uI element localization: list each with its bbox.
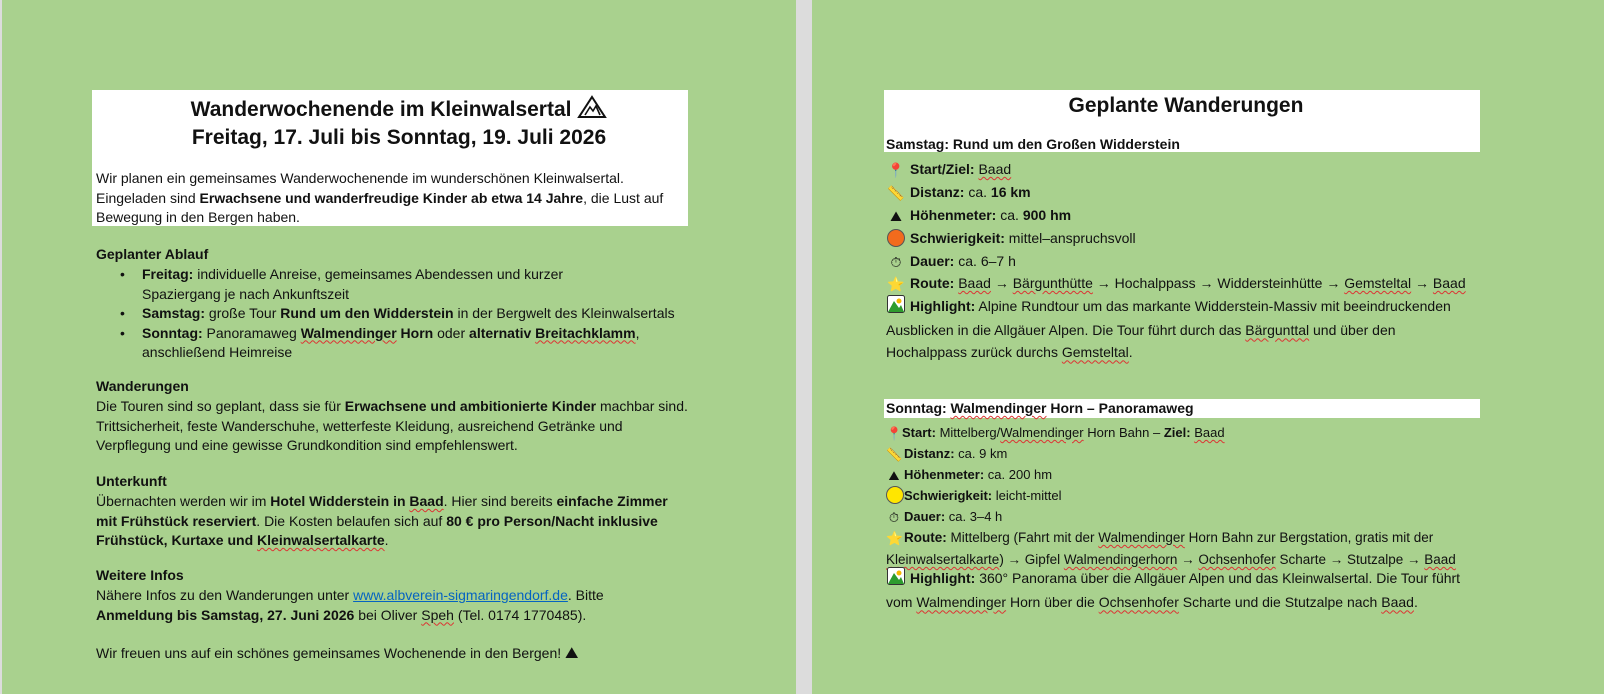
- sun-start: 📍Start: Mittelberg/Walmendinger Horn Bahn – Ziel: Baad: [886, 422, 1486, 445]
- infos-text: Nähere Infos zu den Wanderungen unter www.albverein-sigmaringendorf.de. Bitte Anmeldung bis Samstag, 27. Juni 2026 bei Oliver Speh (Tel. 0174 1770485).: [96, 587, 604, 623]
- mountain-icon: ⛰: [890, 208, 902, 225]
- mountain-icon: ⛰: [565, 645, 579, 662]
- pin-icon: 📍: [887, 162, 905, 179]
- page-left: [2, 0, 796, 694]
- ruler-icon: 📏: [886, 446, 903, 462]
- sun-duration: ⏱ Dauer: ca. 3–4 h: [886, 506, 1486, 529]
- sat-elevation: ⛰ Höhenmeter: ca. 900 hm: [886, 204, 1486, 227]
- orange-circle-icon: [887, 229, 905, 247]
- title-line-1: Wanderwochenende im Kleinwalsertal: [94, 95, 704, 124]
- mountain-icon: ⛰: [888, 467, 900, 483]
- mountain-sign-icon: [577, 95, 607, 119]
- highlight-icon: [886, 567, 906, 591]
- sun-highlight: Highlight: 360° Panorama über die Allgäuer Alpen und das Kleinwalsertal. Die Tour führt vom Walmendinger Horn über die Ochsenhofer Scharte und die Stutzalpe nach Baad.: [886, 567, 1486, 613]
- sun-difficulty: Schwierigkeit: leicht-mittel: [886, 485, 1486, 508]
- sat-start: 📍 Start/Ziel: Baad: [886, 158, 1486, 181]
- right-title: Geplante Wanderungen: [1068, 94, 1304, 117]
- saturday-heading: Samstag: Rund um den Großen Widderstein: [886, 136, 1180, 152]
- list-item: • Freitag: individuelle Anreise, gemeinsames Abendessen und kurzer Spaziergang je nach Ankunftszeit: [120, 266, 564, 302]
- yellow-circle-icon: [886, 486, 904, 504]
- sat-duration: ⏱ Dauer: ca. 6–7 h: [886, 250, 1486, 273]
- star-icon: ⭐: [887, 276, 905, 293]
- list-item: • Samstag: große Tour Rund um den Widderstein in der Bergwelt des Kleinwalsertals: [120, 305, 675, 321]
- title-line-2: Freitag, 17. Juli bis Sonntag, 19. Juli 2026: [191, 126, 607, 149]
- timer-icon: ⏱: [888, 509, 900, 525]
- ablauf-list: [96, 265, 752, 363]
- sun-elevation: ⛰ Höhenmeter: ca. 200 hm: [886, 464, 1486, 487]
- star-icon: ⭐: [886, 530, 903, 546]
- unterkunft-heading: Unterkunft: [96, 473, 167, 489]
- list-item: • Sonntag: Panoramaweg Walmendinger Horn oder alternativ Breitachklamm, anschließend Heimreise: [120, 324, 640, 360]
- wanderungen-text: Die Touren sind so geplant, dass sie für Erwachsene und ambitionierte Kinder machbar sind. Trittsicherheit, feste Wanderschuhe, wetterfeste Kleidung, ausreichend Getränke und Verpflegung und eine gewisse Grundkondition sind empfehlenswert.: [96, 398, 688, 453]
- sunday-heading: Sonntag: Walmendinger Horn – Panoramaweg: [886, 400, 1194, 416]
- wanderungen-heading: Wanderungen: [96, 378, 189, 394]
- page-gap: [796, 0, 812, 694]
- sun-distance: 📏 Distanz: ca. 9 km: [886, 443, 1486, 466]
- highlight-icon: [886, 295, 906, 319]
- sat-highlight: Highlight: Alpine Rundtour um das markante Widderstein-Massiv mit beeindruckenden Ausblicken in die Allgäuer Alpen. Die Tour führt durch das Bärgunttal und über den Hochalppass zurück durchs Gemsteltal.: [886, 295, 1486, 363]
- unterkunft-text: Übernachten werden wir im Hotel Widderstein in Baad. Hier sind bereits einfache Zimmer mit Frühstück reserviert. Die Kosten belaufen sich auf 80 € pro Person/Nacht inklusive Frühstück, Kurtaxe und Kleinwalsertalkarte.: [96, 493, 668, 548]
- ablauf-heading: Geplanter Ablauf: [96, 246, 209, 262]
- ruler-icon: 📏: [887, 185, 905, 202]
- website-link[interactable]: www.albverein-sigmaringendorf.de: [353, 587, 568, 603]
- timer-icon: ⏱: [890, 254, 902, 271]
- page-right: [812, 0, 1604, 694]
- intro-text: Wir planen ein gemeinsames Wanderwochenende im wunderschönen Kleinwalsertal. Eingeladen sind Erwachsene und wanderfreudige Kinder ab etwa 14 Jahre, die Lust auf Bewegung in den Bergen haben.: [96, 170, 664, 225]
- sat-difficulty: Schwierigkeit: mittel–anspruchsvoll: [886, 227, 1486, 250]
- sat-distance: 📏 Distanz: ca. 16 km: [886, 181, 1486, 204]
- infos-heading: Weitere Infos: [96, 567, 184, 583]
- sun-route: ⭐Route: Mittelberg (Fahrt mit der Walmendinger Horn Bahn zur Bergstation, gratis mit der Kleinwalsertalkarte) → Gipfel Walmendingerhorn → Ochsenhofer Scharte → Stutzalpe → Baad: [886, 527, 1486, 570]
- pin-icon: 📍: [886, 425, 903, 441]
- closing-text: Wir freuen uns auf ein schönes gemeinsames Wochenende in den Bergen! ⛰: [96, 645, 579, 662]
- sat-route: ⭐ Route: Baad → Bärgunthütte → Hochalppass → Widdersteinhütte → Gemsteltal → Baad: [886, 272, 1486, 295]
